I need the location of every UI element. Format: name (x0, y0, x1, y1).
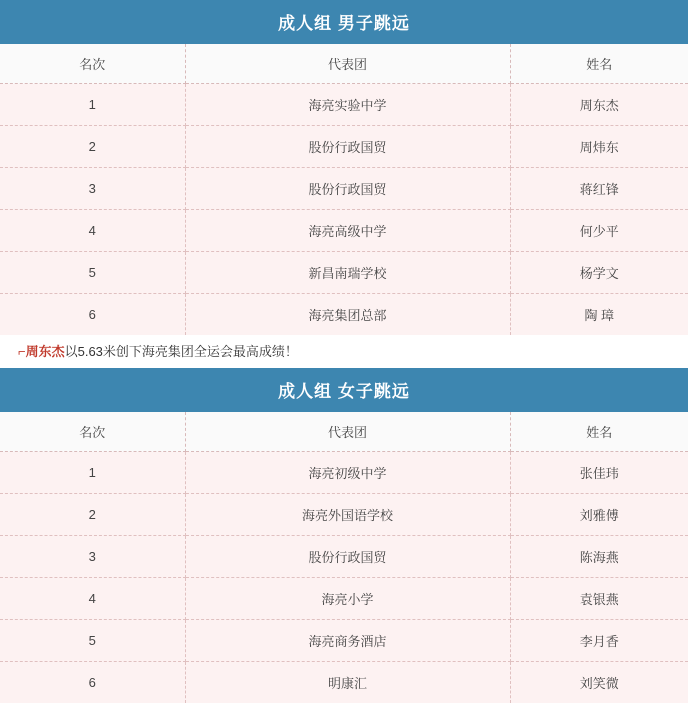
table-row (0, 294, 688, 336)
cell-team: 新昌南瑞学校 (185, 252, 510, 294)
table-row (0, 536, 688, 578)
table-row (0, 168, 688, 210)
result-block-womens-long-jump (0, 368, 688, 703)
cell-rank: 5 (0, 620, 185, 662)
column-header-name: 姓名 (510, 44, 688, 84)
cell-name: 张佳玮 (510, 452, 688, 494)
cell-name: 刘雅傅 (510, 494, 688, 536)
cell-team: 海亮小学 (185, 578, 510, 620)
block-title: 成人组 女子跳远 (0, 368, 688, 412)
cell-name: 袁银燕 (510, 578, 688, 620)
cell-team: 海亮初级中学 (185, 452, 510, 494)
note-marker-icon: ⌐ (18, 344, 26, 359)
cell-rank: 6 (0, 662, 185, 703)
table-header-row (0, 44, 688, 84)
cell-team: 海亮实验中学 (185, 84, 510, 126)
table-row (0, 84, 688, 126)
note-athlete-name: 周东杰 (26, 344, 65, 359)
cell-rank: 1 (0, 84, 185, 126)
cell-team: 股份行政国贸 (185, 536, 510, 578)
results-table (0, 44, 688, 335)
cell-rank: 2 (0, 126, 185, 168)
cell-team: 股份行政国贸 (185, 168, 510, 210)
cell-team: 股份行政国贸 (185, 126, 510, 168)
record-note (0, 335, 688, 368)
column-header-name: 姓名 (510, 412, 688, 452)
block-title: 成人组 男子跳远 (0, 0, 688, 44)
cell-rank: 3 (0, 168, 185, 210)
table-row (0, 252, 688, 294)
column-header-team: 代表团 (185, 412, 510, 452)
results-table (0, 412, 688, 703)
cell-rank: 3 (0, 536, 185, 578)
cell-team: 明康汇 (185, 662, 510, 703)
table-row (0, 662, 688, 703)
table-row (0, 126, 688, 168)
cell-rank: 5 (0, 252, 185, 294)
cell-team: 海亮高级中学 (185, 210, 510, 252)
cell-name: 蒋红锋 (510, 168, 688, 210)
cell-name: 刘笑微 (510, 662, 688, 703)
cell-rank: 6 (0, 294, 185, 336)
column-header-rank: 名次 (0, 412, 185, 452)
table-row (0, 452, 688, 494)
table-row (0, 620, 688, 662)
cell-team: 海亮外国语学校 (185, 494, 510, 536)
cell-name: 杨学文 (510, 252, 688, 294)
table-header-row (0, 412, 688, 452)
cell-team: 海亮商务酒店 (185, 620, 510, 662)
column-header-rank: 名次 (0, 44, 185, 84)
column-header-team: 代表团 (185, 44, 510, 84)
cell-name: 李月香 (510, 620, 688, 662)
cell-rank: 1 (0, 452, 185, 494)
note-text: 以5.63米创下海亮集团全运会最高成绩！ (65, 344, 298, 359)
cell-name: 何少平 (510, 210, 688, 252)
table-row (0, 210, 688, 252)
cell-name: 陈海燕 (510, 536, 688, 578)
table-row (0, 578, 688, 620)
cell-team: 海亮集团总部 (185, 294, 510, 336)
cell-rank: 2 (0, 494, 185, 536)
cell-rank: 4 (0, 578, 185, 620)
table-row (0, 494, 688, 536)
cell-name: 周炜东 (510, 126, 688, 168)
cell-name: 周东杰 (510, 84, 688, 126)
cell-rank: 4 (0, 210, 185, 252)
cell-name: 陶 璋 (510, 294, 688, 336)
